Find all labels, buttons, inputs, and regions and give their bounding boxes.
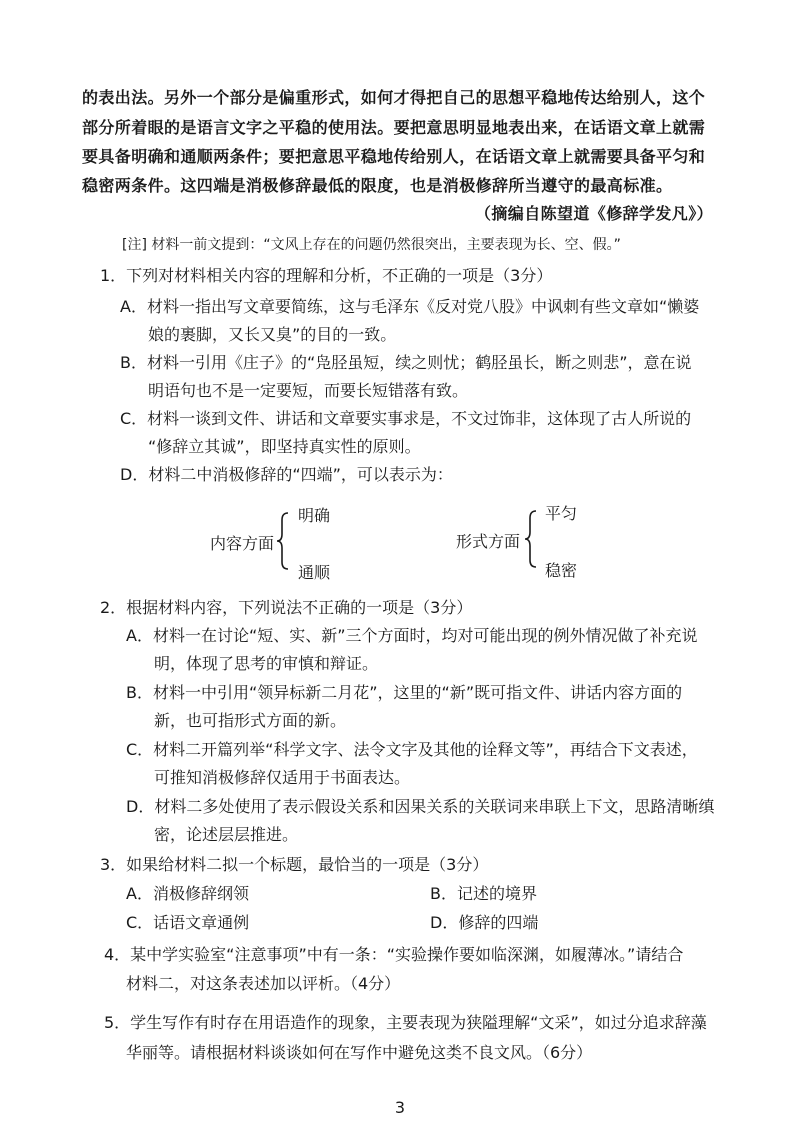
q2-option-c-line1: C．材料二开篇列举“科学文字、法令文字及其他的诠释文等”，再结合下文表述， — [126, 740, 698, 759]
q3-option-a: A．消极修辞纲领 — [126, 884, 249, 903]
q4-line1: 4．某中学实验室“注意事项”中有一条：“实验操作要如临深渊，如履薄冰。”请结合 — [104, 945, 684, 964]
q1-stem: 1．下列对材料相关内容的理解和分析，不正确的一项是（3分） — [100, 266, 553, 285]
q1-option-a-line1: A．材料一指出写文章要简练，这与毛泽东《反对党八股》中讽刺有些文章如“懒婆 — [120, 297, 700, 316]
q3-stem: 3．如果给材料二拟一个标题，最恰当的一项是（3分） — [100, 855, 489, 874]
q2-option-b-line2: 新，也可指形式方面的新。 — [154, 711, 347, 730]
q1-option-c-line1: C．材料一谈到文件、讲话和文章要实事求是，不文过饰非，这体现了古人所说的 — [120, 409, 692, 428]
q2-option-d-line1: D．材料二多处使用了表示假设关系和因果关系的关联词来串联上下文，思路清晰缜 — [126, 797, 715, 816]
diagram-right-label: 形式方面 — [456, 532, 521, 551]
left-brace-icon — [276, 512, 290, 570]
q1-option-c-line2: “修辞立其诚”，即坚持真实性的原则。 — [148, 437, 421, 456]
diagram-right-top: 平匀 — [545, 504, 578, 523]
q2-option-a-line2: 明，体现了思考的审慎和辩证。 — [154, 654, 379, 673]
diagram-left-label: 内容方面 — [210, 534, 275, 553]
q1-option-b-line1: B．材料一引用《庄子》的“凫胫虽短，续之则忧；鹤胫虽长，断之则悲”，意在说 — [120, 353, 692, 372]
intro-line-3: 要具备明确和通顺两条件；要把意思平稳地传给别人，在话语文章上就需要具备平匀和 — [82, 147, 706, 166]
q2-option-c-line2: 可推知消极修辞仅适用于书面表达。 — [154, 768, 411, 787]
intro-line-4: 稳密两条件。这四端是消极修辞最低的限度，也是消极修辞所当遵守的最高标准。 — [82, 176, 673, 195]
q2-option-d-line2: 密，论述层层推进。 — [154, 825, 299, 844]
material-note: [注] 材料一前文提到：“文风上存在的问题仍然很突出，主要表现为长、空、假。” — [122, 237, 621, 253]
q5-line2: 华丽等。请根据材料谈谈如何在写作中避免这类不良文风。（6分） — [126, 1043, 593, 1062]
diagram-left-top: 明确 — [298, 506, 331, 525]
source-citation: （摘编自陈望道《修辞学发凡》） — [475, 204, 714, 223]
diagram-left-bottom: 通顺 — [298, 563, 331, 582]
q1-option-b-line2: 明语句也不是一定要短，而要长短错落有致。 — [148, 381, 469, 400]
right-brace-icon — [524, 510, 538, 568]
q4-line2: 材料二，对这条表述加以评析。（4分） — [126, 974, 401, 993]
q2-option-a-line1: A．材料一在讨论“短、实、新”三个方面时，均对可能出现的例外情况做了补充说 — [126, 626, 698, 645]
q3-option-d: D．修辞的四端 — [430, 913, 539, 932]
page-number: 3 — [394, 1098, 406, 1117]
diagram-right-bottom: 稳密 — [545, 561, 578, 580]
q3-option-c: C．话语文章通例 — [126, 913, 250, 932]
intro-line-1: 的表出法。另外一个部分是偏重形式，如何才得把自己的思想平稳地传达给别人，这个 — [82, 88, 706, 107]
q1-option-a-line2: 娘的裹脚，又长又臭”的目的一致。 — [148, 325, 397, 344]
q3-option-b: B．记述的境界 — [430, 884, 537, 903]
q1-option-d: D．材料二中消极修辞的“四端”，可以表示为： — [120, 465, 453, 484]
intro-line-2: 部分所着眼的是语言文字之平稳的使用法。要把意思明显地表出来，在话语文章上就需 — [82, 118, 706, 137]
q5-line1: 5．学生写作有时存在用语造作的现象，主要表现为狭隘理解“文采”，如过分追求辞藻 — [104, 1013, 707, 1032]
q2-option-b-line1: B．材料一中引用“领异标新二月花”，这里的“新”既可指文件、讲话内容方面的 — [126, 683, 683, 702]
q2-stem: 2．根据材料内容，下列说法不正确的一项是（3分） — [100, 598, 473, 617]
